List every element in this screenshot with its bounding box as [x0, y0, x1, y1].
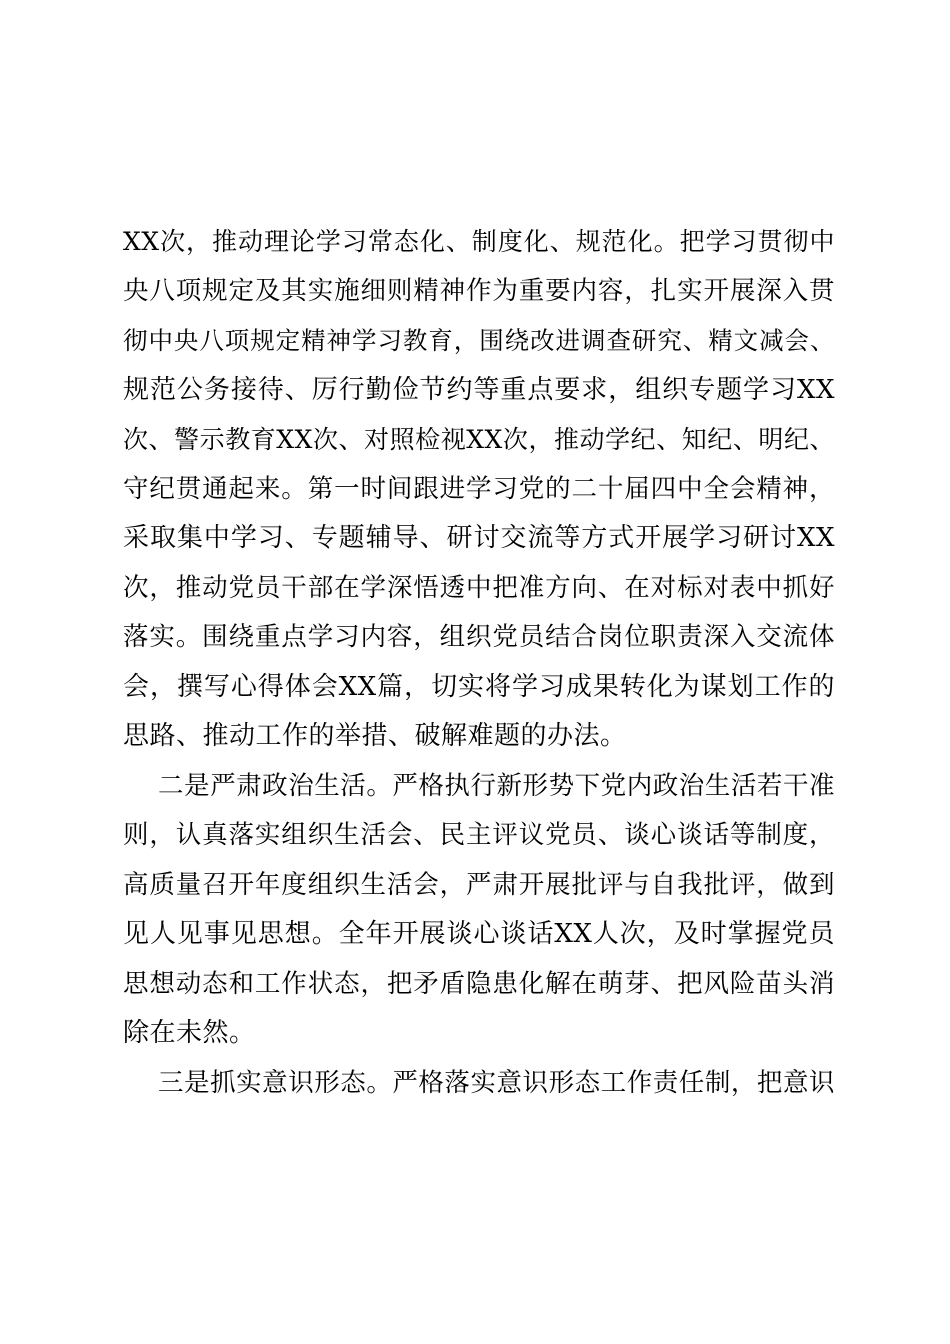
paragraph-2-line-6: 除在未然。 — [123, 1018, 256, 1048]
paragraph-1-line-7: 采取集中学习、专题辅导、研讨交流等方式开展学习研讨XX — [123, 523, 835, 553]
paragraph-1-line-5: 次、警示教育XX次、对照检视XX次，推动学纪、知纪、明纪、 — [123, 425, 835, 454]
paragraph-2-line-2: 则，认真落实组织生活会、民主评议党员、谈心谈话等制度， — [123, 820, 835, 850]
paragraph-1-line-1: XX次，推动理论学习常态化、制度化、规范化。把学习贯彻中 — [123, 227, 835, 256]
paragraph-1-line-4: 规范公务接待、厉行勤俭节约等重点要求，组织专题学习XX — [123, 374, 835, 405]
paragraph-1-line-3: 彻中央八项规定精神学习教育，围绕改进调查研究、精文减会、 — [123, 326, 835, 355]
paragraph-2-line-4: 见人见事见思想。全年开展谈心谈话XX人次，及时掌握党员 — [123, 919, 835, 949]
paragraph-1-line-11: 思路、推动工作的举措、破解难题的办法。 — [123, 721, 627, 751]
paragraph-1-line-9: 落实。围绕重点学习内容，组织党员结合岗位职责深入交流体 — [123, 622, 835, 652]
paragraph-2-line-5: 思想动态和工作状态，把矛盾隐患化解在萌芽、把风险苗头消 — [123, 968, 835, 999]
paragraph-3-line-1: 三是抓实意识形态。严格落实意识形态工作责任制，把意识 — [158, 1067, 835, 1098]
paragraph-1-line-2: 央八项规定及其实施细则精神作为重要内容，扎实开展深入贯 — [123, 275, 835, 306]
paragraph-2-line-3: 高质量召开年度组织生活会，严肃开展批评与自我批评，做到 — [123, 869, 835, 900]
body-text — [123, 217, 835, 1108]
paragraph-1-line-10: 会，撰写心得体会XX篇，切实将学习成果转化为谋划工作的 — [123, 671, 835, 702]
paragraph-1-line-8: 次，推动党员干部在学深悟透中把准方向、在对标对表中抓好 — [123, 572, 835, 603]
paragraph-2-line-1: 二是严肃政治生活。严格执行新形势下党内政治生活若干准 — [158, 770, 835, 801]
paragraph-1-line-6: 守纪贯通起来。第一时间跟进学习党的二十届四中全会精神， — [123, 473, 835, 504]
